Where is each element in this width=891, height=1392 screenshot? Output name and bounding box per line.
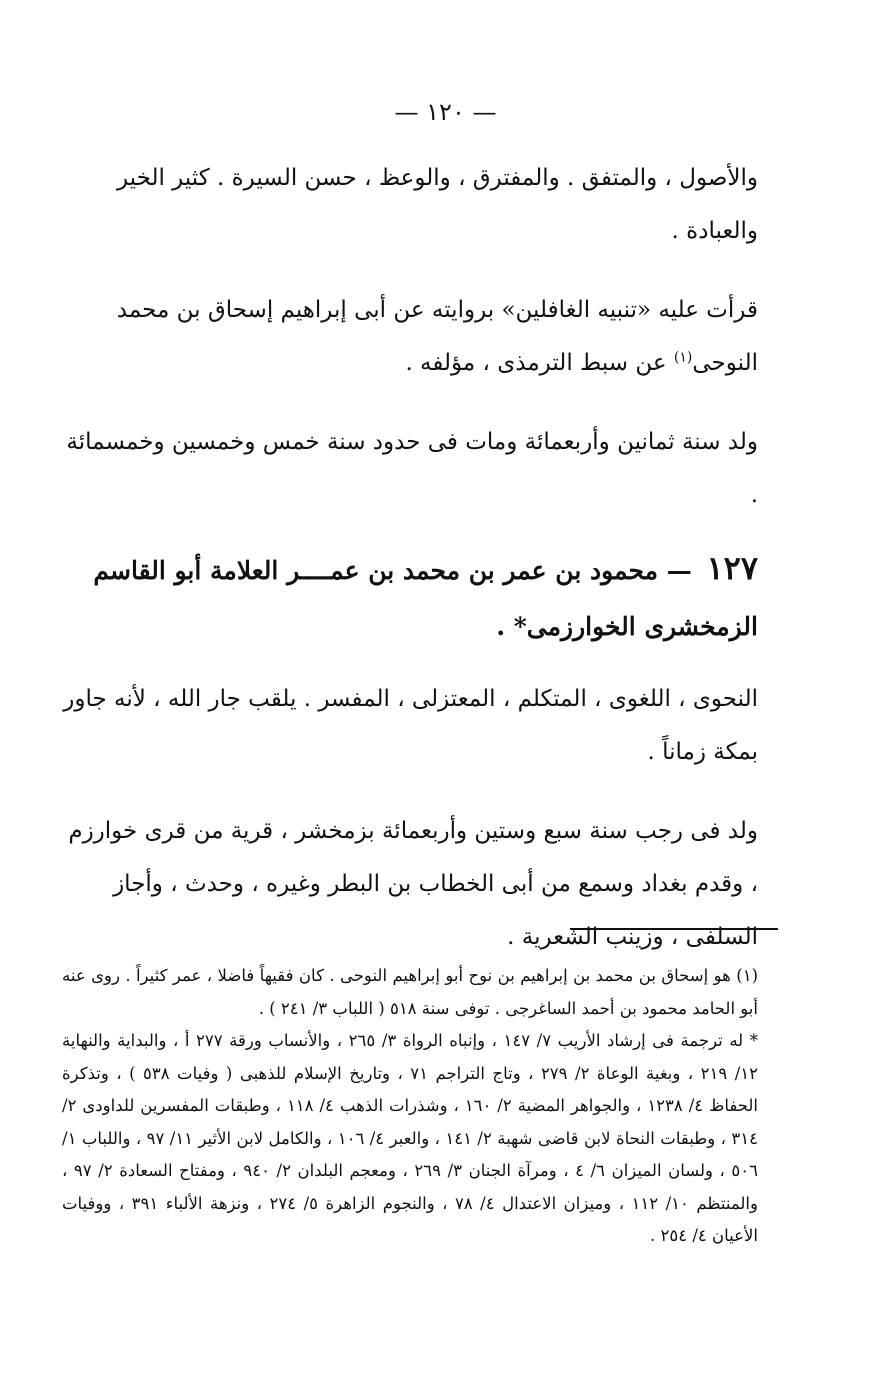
paragraph-description: النحوى ، اللغوى ، المتكلم ، المعتزلى ، المفسر . يلقب جار الله ، لأنه جاور بمكة زماناً .: [63, 686, 758, 765]
entry-title: — محمود بن عمر بن محمد بن عمــــر العلامة أبو القاسم الزمخشرى الخوارزمى* .: [93, 556, 758, 641]
paragraph-reading-text: قرأت عليه «تنبيه الغافلين» بروايته عن أبى إبراهيم إسحاق بن محمد النوحى: [116, 297, 758, 376]
paragraph-gap: [62, 655, 758, 673]
paragraph-birth-death: ولد سنة ثمانين وأربعمائة ومات فى حدود سنة خمس وخمسين وخمسمائة .: [66, 429, 758, 508]
paragraph-biography: ولد فى رجب سنة سبع وستين وأربعمائة بزمخشر ، قرية من قرى خوارزم ، وقدم بغداد وسمع من أبى الخطاب بن البطر وغيره ، وحدث ، وأجاز السلفى ، وزينب الشعرية .: [68, 818, 758, 950]
paragraph-gap: [62, 779, 758, 805]
footnote-separator: [570, 928, 778, 930]
paragraph-gap: [62, 522, 758, 540]
footnote-reference: (١): [673, 349, 693, 366]
paragraph-gap: [62, 390, 758, 416]
page-number: — ١٢٠ —: [394, 98, 497, 126]
footnote-sources: * له ترجمة فى إرشاد الأريب ٧/ ١٤٧ ، وإنباه الرواة ٣/ ٢٦٥ ، والأنساب ورقة ٢٧٧ أ ، والبداية والنهاية ١٢/ ٢١٩ ، وبغية الوعاة ٢/ ٢٧٩ ، وتاج التراجم ٧١ ، وتاريخ الإسلام للذهبى ( وفيات ٥٣٨ ) ، وتذكرة الحفاظ ٤/ ١٢٣٨ ، والجواهر المضية ٢/ ١٦٠ ، وشذرات الذهب ٤/ ١١٨ ، وطبقات المفسرين للداودى ٢/ ٣١٤ ، وطبقات النحاة لابن قاضى شهبة ٢/ ١٤١ ، والعبر ٤/ ١٠٦ ، والكامل لابن الأثير ١١/ ٩٧ ، واللباب ١/ ٥٠٦ ، ولسان الميزان ٦/ ٤ ، ومرآة الجنان ٣/ ٢٦٩ ، ومعجم البلدان ٢/ ٩٤٠ ، ومفتاح السعادة ٢/ ٩٧ ، والمنتظم ١٠/ ١١٢ ، وميزان الاعتدال ٤/ ٧٨ ، والنجوم الزاهرة ٥/ ٢٧٤ ، ونزهة الألباء ٣٩١ ، ووفيات الأعيان ٤/ ٢٥٤ .: [62, 1031, 759, 1245]
paragraph-previous-entry-end: والأصول ، والمتفق . والمفترق ، والوعظ ، حسن السيرة . كثير الخير والعبادة .: [116, 165, 758, 244]
entry-heading: [62, 540, 758, 655]
footnote-1: (١) هو إسحاق بن محمد بن إبراهيم بن نوح أبو إبراهيم النوحى . كان فقيهاً فاضلا ، عمر كثيراً . روى عنه أبو الحامد محمود بن أحمد الساغرجى . توفى سنة ٥١٨ ( اللباب ٣/ ٢٤١ ) .: [62, 966, 758, 1018]
footnotes: [62, 960, 758, 1253]
main-text: [62, 152, 758, 964]
paragraph-gap: [62, 258, 758, 284]
paragraph-reading-continuation: عن سبط الترمذى ، مؤلفه .: [405, 350, 674, 376]
paragraph-reading: [62, 284, 758, 390]
entry-number: ١٢٧: [706, 549, 758, 587]
